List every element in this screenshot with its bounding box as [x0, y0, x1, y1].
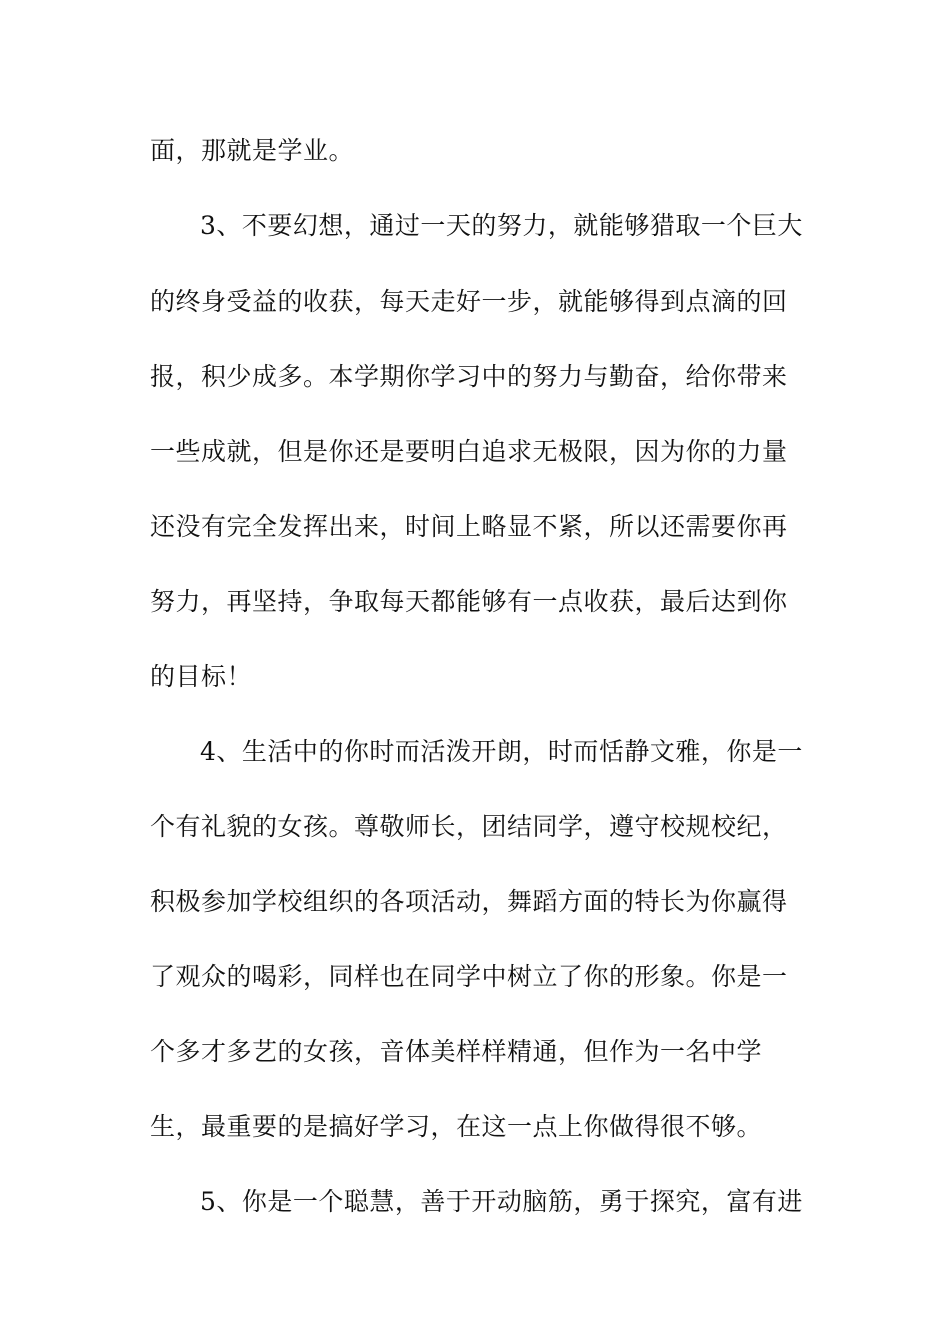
text-line: 的终身受益的收获，每天走好一步，就能够得到点滴的回 [150, 287, 788, 316]
text-line: 4、生活中的你时而活泼开朗，时而恬静文雅，你是一 [200, 737, 803, 766]
text-line: 面，那就是学业。 [150, 136, 355, 165]
text-line: 生，最重要的是搞好学习，在这一点上你做得很不够。 [150, 1112, 763, 1141]
text-line: 一些成就，但是你还是要明白追求无极限，因为你的力量 [150, 437, 788, 466]
text-line: 积极参加学校组织的各项活动，舞蹈方面的特长为你赢得 [150, 887, 788, 916]
text-line: 5、你是一个聪慧，善于开动脑筋，勇于探究，富有进 [200, 1187, 803, 1216]
text-line: 还没有完全发挥出来，时间上略显不紧，所以还需要你再 [150, 512, 788, 541]
text-line: 努力，再坚持，争取每天都能够有一点收获，最后达到你 [150, 587, 788, 616]
text-line: 3、不要幻想，通过一天的努力，就能够猎取一个巨大 [200, 211, 803, 240]
text-line: 个多才多艺的女孩，音体美样样精通，但作为一名中学 [150, 1037, 763, 1066]
text-line: 报，积少成多。本学期你学习中的努力与勤奋，给你带来 [150, 362, 788, 391]
text-line: 个有礼貌的女孩。尊敬师长，团结同学，遵守校规校纪， [150, 812, 788, 841]
text-line: 的目标！ [150, 662, 253, 691]
text-line: 了观众的喝彩，同样也在同学中树立了你的形象。你是一 [150, 962, 788, 991]
